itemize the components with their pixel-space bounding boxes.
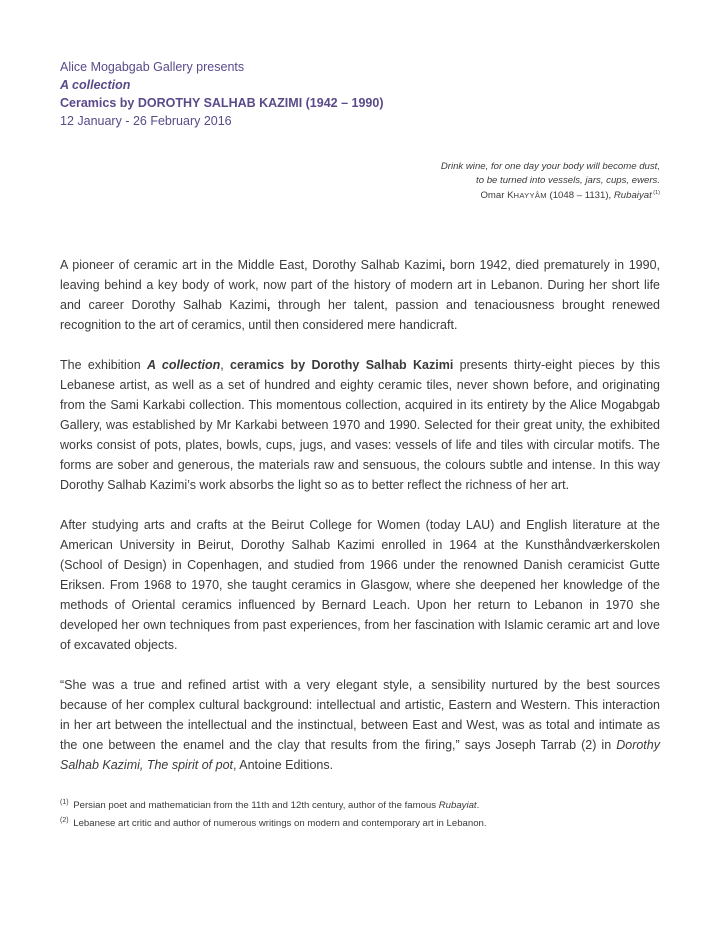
p4-text-a: “She was a true and refined artist with a very elegant style, a sensibility nurtured by the best sources because of her complex cultural background: intellectual and artistic, Eastern and Western. This interaction in her art between the intellectual and the instinctual, between East and West, was as total and intimate as the one between the enamel and the clay that results from the firing,” says Joseph Tarrab (2) in: [60, 677, 660, 752]
epigraph-author-rest: HAYYÂM: [513, 191, 547, 201]
p1-text-a: A pioneer of ceramic art in the Middle East, Dorothy Salhab Kazimi: [60, 257, 442, 272]
epigraph-work: Rubaiyat: [613, 190, 652, 202]
exhibition-dates: 12 January - 26 February 2016: [60, 114, 232, 128]
gallery-presents-line: Alice Mogabgab Gallery presents: [60, 60, 245, 74]
epigraph-author-dates: (1048 – 1131),: [546, 190, 614, 202]
epigraph-quote: [60, 160, 660, 203]
footnote-1-work: Rubayiat: [438, 799, 477, 811]
footnote-1-end: .: [476, 799, 480, 811]
footnote-2-mark: (2): [60, 816, 69, 824]
paragraph-4: [60, 675, 660, 775]
p2-separator: ,: [220, 357, 231, 372]
p4-book-title: Dorothy Salhab Kazimi, The spirit of pot: [60, 737, 660, 772]
footnotes: [60, 795, 660, 831]
epigraph-line-2: to be turned into vessels, jars, cups, ewers.: [476, 174, 660, 186]
footnote-1: [60, 795, 660, 813]
p1-comma: ,: [441, 257, 446, 272]
epigraph-attribution: [60, 187, 660, 203]
p1-text-c: through her talent, passion and tenaciousness brought renewed recognition to the art of ceramics, until then considered mere handicraft.: [60, 297, 660, 332]
p1-comma-2: ,: [266, 297, 271, 312]
paragraph-1: [60, 255, 660, 335]
epigraph-line-1: Drink wine, for one day your body will become dust,: [440, 161, 660, 172]
paragraph-3: After studying arts and crafts at the Beirut College for Women (today LAU) and English literature at the American University in Beirut, Dorothy Salhab Kazimi enrolled in 1964 at the Kunsthåndværkerskolen (School of Design) in Copenhagen, and studied from 1966 under the renowned Danish ceramicist Gutte Eriksen. From 1968 to 1970, she taught ceramics in Glasgow, where she deepened her knowledge of the methods of Oriental ceramics influenced by Bernard Leach. Upon her return to Lebanon in 1970 she developed her own techniques from past experiences, from her fascination with Islamic ceramic art and love of excavated objects.: [60, 517, 660, 652]
footnote-1-mark: (1): [60, 798, 69, 806]
epigraph-author-first: Omar: [480, 190, 508, 202]
footnote-1-text: Persian poet and mathematician from the 11th and 12th century, author of the famous: [73, 799, 439, 811]
exhibition-title: Ceramics by DOROTHY SALHAB KAZIMI (1942 – 1990): [60, 96, 384, 110]
p1-text-b: born 1942, died prematurely in 1990, leaving behind a key body of work, now part of the history of modern art in Lebanon. During her short life and career Dorothy Salhab Kazimi: [60, 257, 660, 312]
epigraph-footnote-ref: (1): [651, 190, 660, 196]
paragraph-2: [60, 355, 660, 495]
p2-collection-title: A collection: [147, 357, 221, 372]
exhibition-header: [60, 58, 660, 130]
p2-text-a: The exhibition: [60, 357, 147, 372]
article-body: [60, 255, 660, 775]
p2-text-b: presents thirty-eight pieces by this Lebanese artist, as well as a set of hundred and eighty ceramic tiles, never shown before, and originating from the Sami Karkabi collection. This momentous collection, acquired in its entirety by the Alice Mogabgab Gallery, was established by Mr Karkabi between 1970 and 1990. Selected for their great unity, the exhibited works consist of pots, plates, bowls, cups, jugs, and vases: vessels of life and tiles with circular motifs. The forms are sober and generous, the materials raw and sensuous, the colours subtle and intense. In this way Dorothy Salhab Kazimi’s work absorbs the light so as to better reflect the richness of her art.: [60, 357, 660, 492]
p4-text-b: , Antoine Editions.: [233, 757, 334, 772]
footnote-2: [60, 813, 660, 831]
p2-exhibition-title: ceramics by Dorothy Salhab Kazimi: [230, 357, 454, 372]
footnote-2-text: Lebanese art critic and author of numerous writings on modern and contemporary art in Lebanon.: [73, 818, 487, 830]
collection-title: A collection: [60, 78, 131, 92]
epigraph-author-initial: K: [507, 190, 514, 202]
